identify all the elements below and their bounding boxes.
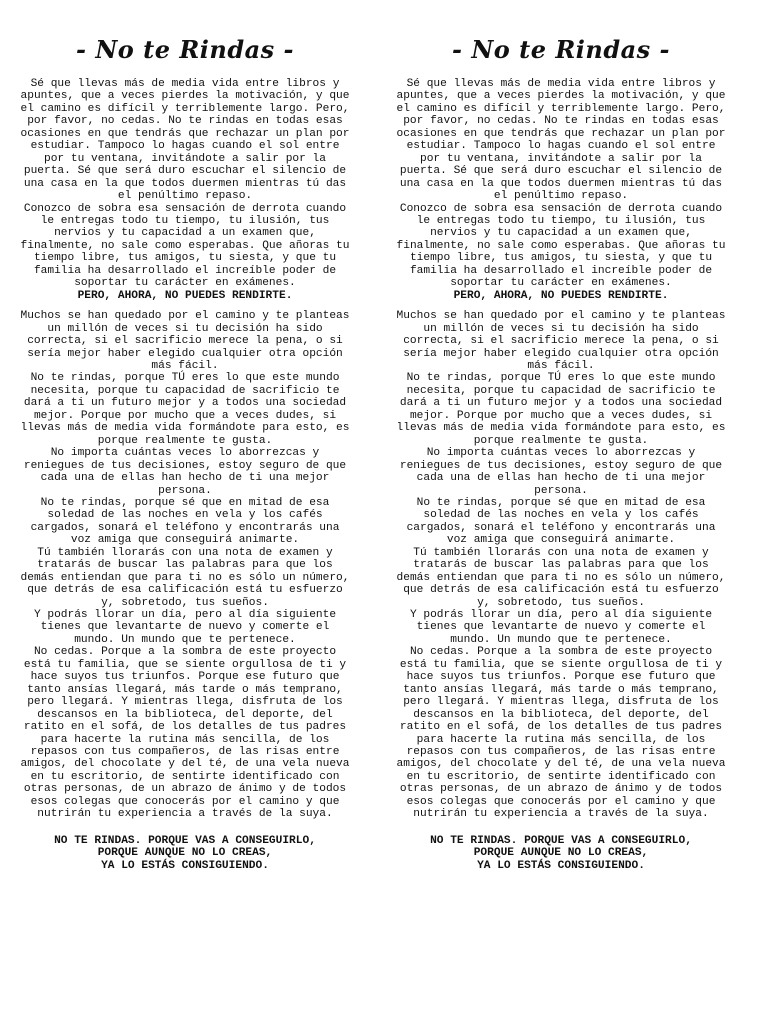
paragraph-4: Muchos se han quedado por el camino y te planteas un millón de veces si tu decisión ha sido correcta, si el sacrificio merece la pena, o si sería mejor haber elegido cualquier otra opción más fácil. <box>20 310 350 372</box>
column-right <box>396 30 726 872</box>
closing-line-1: NO TE RINDAS. PORQUE VAS A CONSEGUIRLO, <box>430 834 692 847</box>
paragraph-9: Y podrás llorar un día, pero al día siguiente tienes que levantarte de nuevo y comerte el mundo. Un mundo que te pertenece. <box>409 609 713 646</box>
closing-block <box>396 835 726 872</box>
paragraph-10: No cedas. Porque a la sombra de este proyecto está tu familia, que se siente orgullosa de ti y hace suyos tus triunfos. Porque ese futuro que tanto ansías llegará, más tarde o más temprano, pero llegará. Y mientras llega, disfruta de los descansos en la biblioteca, del deporte, del ratito en el sofá, de los detalles de tus padres para hacerte la rutina más sencilla, de los repasos con tus compañeros, de las risas entre amigos, del chocolate y del té, de una vela nueva en tu escritorio, de sentirte identificado con otras personas, de un abrazo de ánimo y de todos esos colegas que conocerás por el camino y que nutrirán tu experiencia a través de la suya. <box>396 646 726 821</box>
closing-line-1: NO TE RINDAS. PORQUE VAS A CONSEGUIRLO, <box>54 834 316 847</box>
paragraph-4: Muchos se han quedado por el camino y te planteas un millón de veces si tu decisión ha sido correcta, si el sacrificio merece la pena, o si sería mejor haber elegido cualquier otra opción más fácil. <box>396 310 726 372</box>
page-title: - No te Rindas - <box>76 35 294 64</box>
column-left <box>20 30 350 872</box>
paragraph-emphasis: PERO, AHORA, NO PUEDES RENDIRTE. <box>77 289 293 302</box>
paragraph-6: No importa cuántas veces lo aborrezcas y reniegues de tus decisiones, estoy seguro de que cada una de ellas han hecho de ti una mejor persona. <box>23 447 347 497</box>
closing-line-2: PORQUE AUNQUE NO LO CREAS, <box>473 847 649 860</box>
paragraph-1: Sé que llevas más de media vida entre libros y apuntes, que a veces pierdes la motivación, y que el camino es difícil y terriblemente largo. Pero, por favor, no cedas. No te rindas en todas esas ocasiones en que tendrás que rechazar un plan por estudiar. Tampoco lo hagas cuando el sol entre por tu ventana, invitándote a salir por la puerta. Sé que será duro escuchar el silencio de una casa en la que todos duermen mientras tú das el penúltimo repaso. <box>396 78 726 203</box>
closing-line-2: PORQUE AUNQUE NO LO CREAS, <box>97 847 273 860</box>
paragraph-6: No importa cuántas veces lo aborrezcas y reniegues de tus decisiones, estoy seguro de que cada una de ellas han hecho de ti una mejor persona. <box>399 447 723 497</box>
closing-line-3: YA LO ESTÁS CONSIGUIENDO. <box>477 859 645 872</box>
paragraph-9: Y podrás llorar un día, pero al día siguiente tienes que levantarte de nuevo y comerte el mundo. Un mundo que te pertenece. <box>33 609 337 646</box>
paragraph-5: No te rindas, porque TÚ eres lo que este mundo necesita, porque tu capacidad de sacrificio te dará a ti un futuro mejor y a todos una sociedad mejor. Porque por mucho que a veces dudes, si llevas más de media vida formándote para esto, es porque realmente te gusta. <box>396 372 726 447</box>
paragraph-emphasis: PERO, AHORA, NO PUEDES RENDIRTE. <box>453 289 669 302</box>
paragraph-2: Conozco de sobra esa sensación de derrota cuando le entregas todo tu tiempo, tu ilusión, tus nervios y tu capacidad a un examen que, finalmente, no sale como esperabas. Que añoras tu tiempo libre, tus amigos, tu siesta, y que tu familia ha desarrollado el increíble poder de soportar tu carácter en exámenes. <box>396 202 726 290</box>
paragraph-2: Conozco de sobra esa sensación de derrota cuando le entregas todo tu tiempo, tu ilusión, tus nervios y tu capacidad a un examen que, finalmente, no sale como esperabas. Que añoras tu tiempo libre, tus amigos, tu siesta, y que tu familia ha desarrollado el increíble poder de soportar tu carácter en exámenes. <box>20 202 350 290</box>
paragraph-1: Sé que llevas más de media vida entre libros y apuntes, que a veces pierdes la motivación, y que el camino es difícil y terriblemente largo. Pero, por favor, no cedas. No te rindas en todas esas ocasiones en que tendrás que rechazar un plan por estudiar. Tampoco lo hagas cuando el sol entre por tu ventana, invitándote a salir por la puerta. Sé que será duro escuchar el silencio de una casa en la que todos duermen mientras tú das el penúltimo repaso. <box>20 78 350 203</box>
page-title: - No te Rindas - <box>452 35 670 64</box>
paragraph-8: Tú también llorarás con una nota de examen y tratarás de buscar las palabras para que los demás entiendan que para ti no es sólo un número, que detrás de esa calificación está tu esfuerzo y, sobretodo, tus sueños. <box>396 546 726 609</box>
closing-block <box>20 835 350 872</box>
paragraph-7: No te rindas, porque sé que en mitad de esa soledad de las noches en vela y los cafés cargados, sonará el teléfono y encontrarás una voz amiga que conseguirá animarte. <box>406 496 716 547</box>
paragraph-10: No cedas. Porque a la sombra de este proyecto está tu familia, que se siente orgullosa de ti y hace suyos tus triunfos. Porque ese futuro que tanto ansías llegará, más tarde o más temprano, pero llegará. Y mientras llega, disfruta de los descansos en la biblioteca, del deporte, del ratito en el sofá, de los detalles de tus padres para hacerte la rutina más sencilla, de los repasos con tus compañeros, de las risas entre amigos, del chocolate y del té, de una vela nueva en tu escritorio, de sentirte identificado con otras personas, de un abrazo de ánimo y de todos esos colegas que conocerás por el camino y que nutrirán tu experiencia a través de la suya. <box>20 646 350 821</box>
paragraph-7: No te rindas, porque sé que en mitad de esa soledad de las noches en vela y los cafés cargados, sonará el teléfono y encontrarás una voz amiga que conseguirá animarte. <box>30 496 340 547</box>
closing-line-3: YA LO ESTÁS CONSIGUIENDO. <box>101 859 269 872</box>
paragraph-5: No te rindas, porque TÚ eres lo que este mundo necesita, porque tu capacidad de sacrificio te dará a ti un futuro mejor y a todos una sociedad mejor. Porque por mucho que a veces dudes, si llevas más de media vida formándote para esto, es porque realmente te gusta. <box>20 372 350 447</box>
paragraph-8: Tú también llorarás con una nota de examen y tratarás de buscar las palabras para que los demás entiendan que para ti no es sólo un número, que detrás de esa calificación está tu esfuerzo y, sobretodo, tus sueños. <box>20 546 350 609</box>
